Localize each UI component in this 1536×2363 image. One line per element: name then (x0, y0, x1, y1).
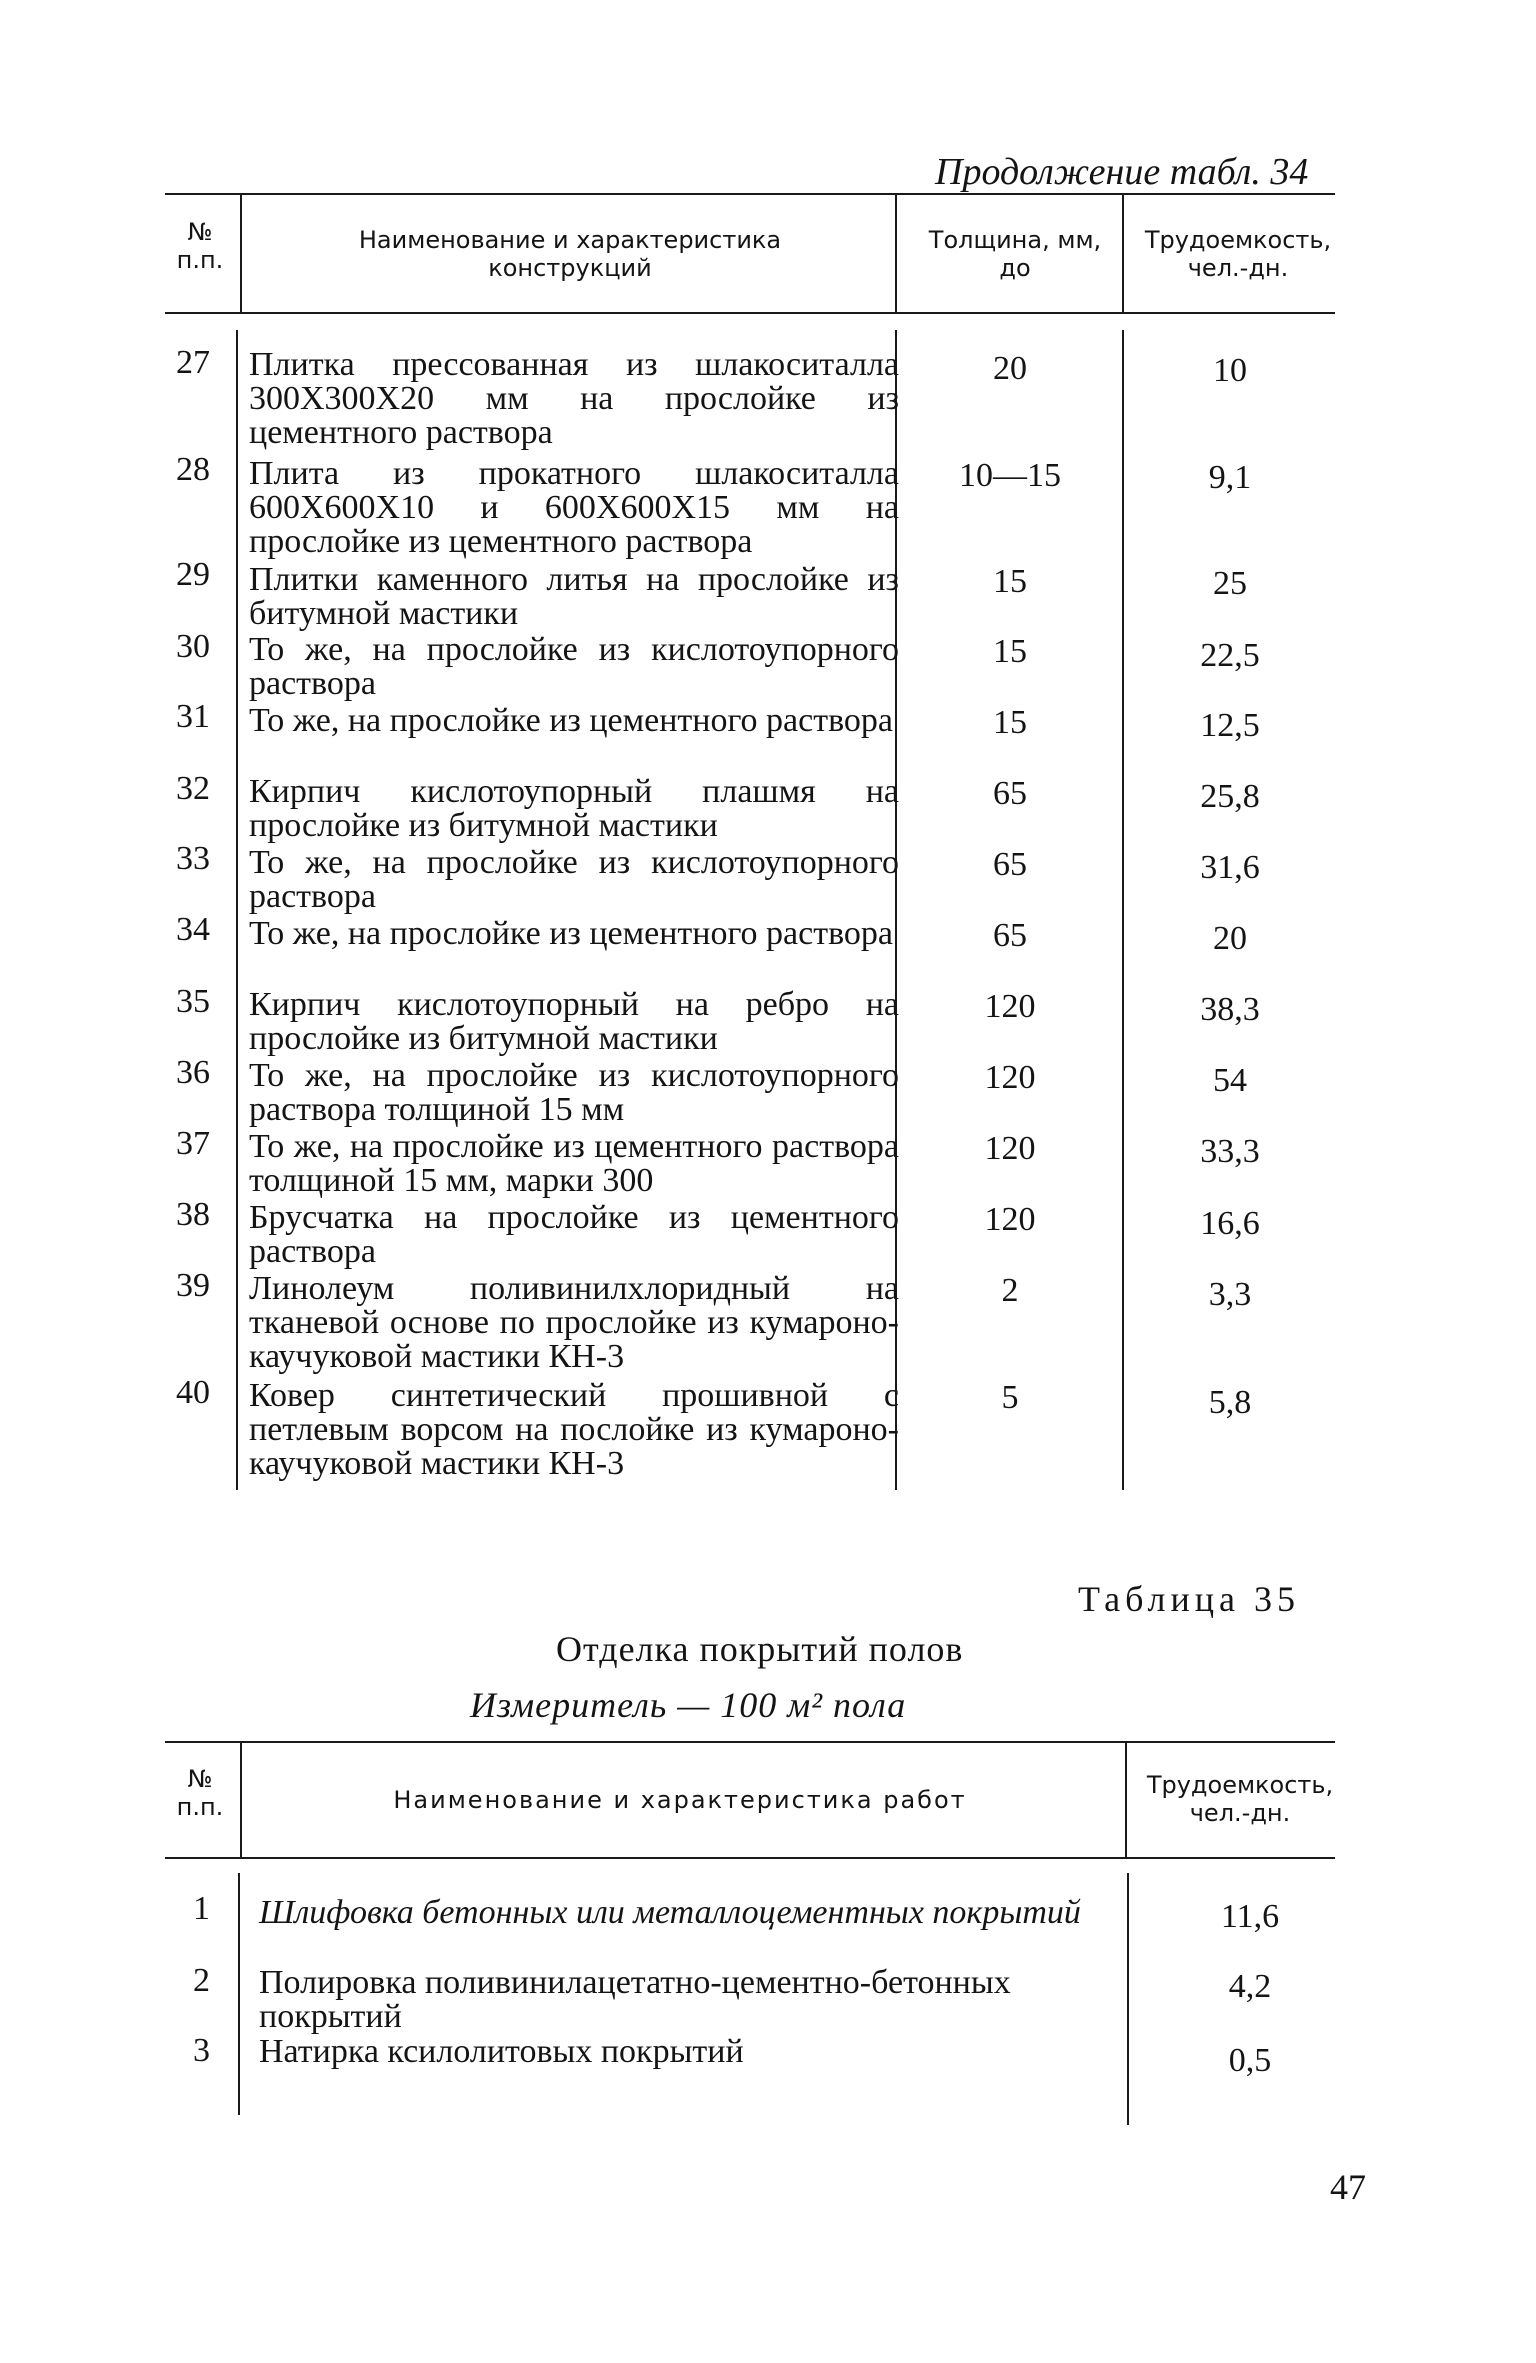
row-thickness: 120 (984, 1130, 1036, 1167)
table34-header-divider-3 (1122, 195, 1124, 312)
row-number: 33 (176, 840, 210, 877)
table35-header-num: № п.п. (176, 1765, 224, 1821)
row-thickness: 15 (993, 704, 1027, 741)
row-number: 2 (193, 1962, 210, 1999)
table34-top-rule (165, 193, 1335, 195)
row-name: Кирпич кислотоупорный на ребро на прослойке из битумной мастики (249, 986, 899, 1057)
row-labor: 0,5 (1228, 2042, 1272, 2079)
table35-body-divider-2 (1127, 1873, 1129, 2125)
row-labor: 25,8 (1200, 778, 1260, 815)
table34-header-thickness: Толщина, мм, до (928, 226, 1102, 282)
row-thickness: 65 (993, 917, 1027, 954)
row-number: 32 (176, 770, 210, 807)
row-thickness: 120 (984, 1059, 1036, 1096)
table35-body-divider-1 (238, 1873, 240, 2115)
table34-header-divider-1 (240, 195, 242, 312)
row-name: Плитки каменного литья на прослойке из битумной мастики (249, 561, 899, 632)
row-number: 29 (176, 556, 210, 593)
row-thickness: 120 (984, 1201, 1036, 1238)
table-35-subtitle: Измеритель — 100 м² пола (470, 1685, 907, 1725)
row-number: 37 (176, 1125, 210, 1162)
row-labor: 54 (1213, 1062, 1247, 1099)
row-labor: 22,5 (1200, 637, 1260, 674)
table34-body-divider-3 (1122, 330, 1124, 1490)
row-thickness: 2 (1001, 1272, 1019, 1309)
row-number: 31 (176, 698, 210, 735)
table35-header-divider-1 (240, 1743, 242, 1857)
row-labor: 31,6 (1200, 849, 1260, 886)
row-thickness: 120 (984, 988, 1036, 1025)
row-number: 1 (193, 1890, 210, 1927)
row-labor: 4,2 (1228, 1968, 1272, 2005)
table35-header-divider-2 (1125, 1743, 1127, 1857)
row-number: 39 (176, 1267, 210, 1304)
row-name: Шлифовка бетонных или металлоцементных покрытий (259, 1894, 1081, 1931)
row-name: Линолеум поливинилхлоридный на тканевой основе по прослойке из кумароно-каучуковой мастики КН-3 (249, 1270, 899, 1375)
row-labor: 5,8 (1208, 1384, 1252, 1421)
row-name: Кирпич кислотоупорный плашмя на прослойке из битумной мастики (249, 773, 899, 844)
table34-header-labor: Трудоемкость, чел.-дн. (1144, 226, 1332, 282)
row-labor: 38,3 (1200, 991, 1260, 1028)
table35-header-name: Наименование и характеристика работ (393, 1786, 967, 1814)
row-thickness: 65 (993, 775, 1027, 812)
row-labor: 3,3 (1208, 1276, 1252, 1313)
row-thickness: 15 (993, 633, 1027, 670)
table-35-label: Таблица 35 (1078, 1579, 1300, 1619)
table34-header-name: Наименование и характеристика конструкций (358, 226, 782, 282)
row-number: 36 (176, 1054, 210, 1091)
table34-header-rule (165, 312, 1335, 314)
row-name: То же, на прослойке из кислотоупорного раствора (249, 844, 899, 915)
table35-top-rule (165, 1741, 1335, 1743)
row-name: То же, на прослойке из цементного раствора толщиной 15 мм, марки 300 (249, 1128, 899, 1199)
row-number: 38 (176, 1196, 210, 1233)
row-name: То же, на прослойке из кислотоупорного раствора (249, 631, 899, 702)
row-name: Плита из прокатного шлакоситалла 600X600X10 и 600X600X15 мм на прослойке из цементного раствора (249, 455, 899, 560)
row-number: 27 (176, 344, 210, 381)
table34-header-divider-2 (895, 195, 897, 312)
page-number: 47 (1330, 2167, 1366, 2207)
row-number: 40 (176, 1374, 210, 1411)
row-labor: 25 (1213, 565, 1247, 602)
row-thickness: 10—15 (959, 457, 1061, 494)
row-name: Брусчатка на прослойке из цементного раствора (249, 1199, 899, 1270)
row-number: 34 (176, 911, 210, 948)
row-number: 3 (193, 2032, 210, 2069)
row-thickness: 5 (1001, 1379, 1019, 1416)
row-name: Плитка прессованная из шлакоситалла 300X300X20 мм на прослойке из цементного раствора (249, 346, 899, 451)
table35-header-rule (165, 1857, 1335, 1859)
row-labor: 10 (1213, 352, 1247, 389)
continuation-caption: Продолжение табл. 34 (935, 151, 1309, 193)
row-name: Полировка поливинилацетатно-цементно-бетонных покрытий (259, 1964, 1011, 2035)
row-name: Натирка ксилолитовых покрытий (259, 2033, 744, 2070)
row-number: 35 (176, 983, 210, 1020)
row-thickness: 15 (993, 563, 1027, 600)
table34-header-num: № п.п. (176, 218, 224, 274)
row-thickness: 65 (993, 846, 1027, 883)
table34-body-divider-1 (236, 330, 238, 1490)
row-name: Ковер синтетический прошивной с петлевым ворсом на послойке из кумароно-каучуковой мастики КН-3 (249, 1377, 899, 1482)
row-labor: 20 (1213, 920, 1247, 957)
row-name: То же, на прослойке из цементного раствора (249, 915, 894, 952)
row-labor: 33,3 (1200, 1133, 1260, 1170)
table35-header-labor: Трудоемкость, чел.-дн. (1146, 1771, 1334, 1827)
row-name: То же, на прослойке из кислотоупорного раствора толщиной 15 мм (249, 1057, 899, 1128)
row-thickness: 20 (993, 350, 1027, 387)
table-35-title: Отделка покрытий полов (556, 1629, 964, 1669)
row-labor: 16,6 (1200, 1205, 1260, 1242)
row-labor: 12,5 (1200, 707, 1260, 744)
row-number: 28 (176, 451, 210, 488)
row-name: То же, на прослойке из цементного раствора (249, 702, 894, 739)
row-labor: 11,6 (1220, 1898, 1280, 1935)
row-number: 30 (176, 628, 210, 665)
row-labor: 9,1 (1208, 459, 1252, 496)
